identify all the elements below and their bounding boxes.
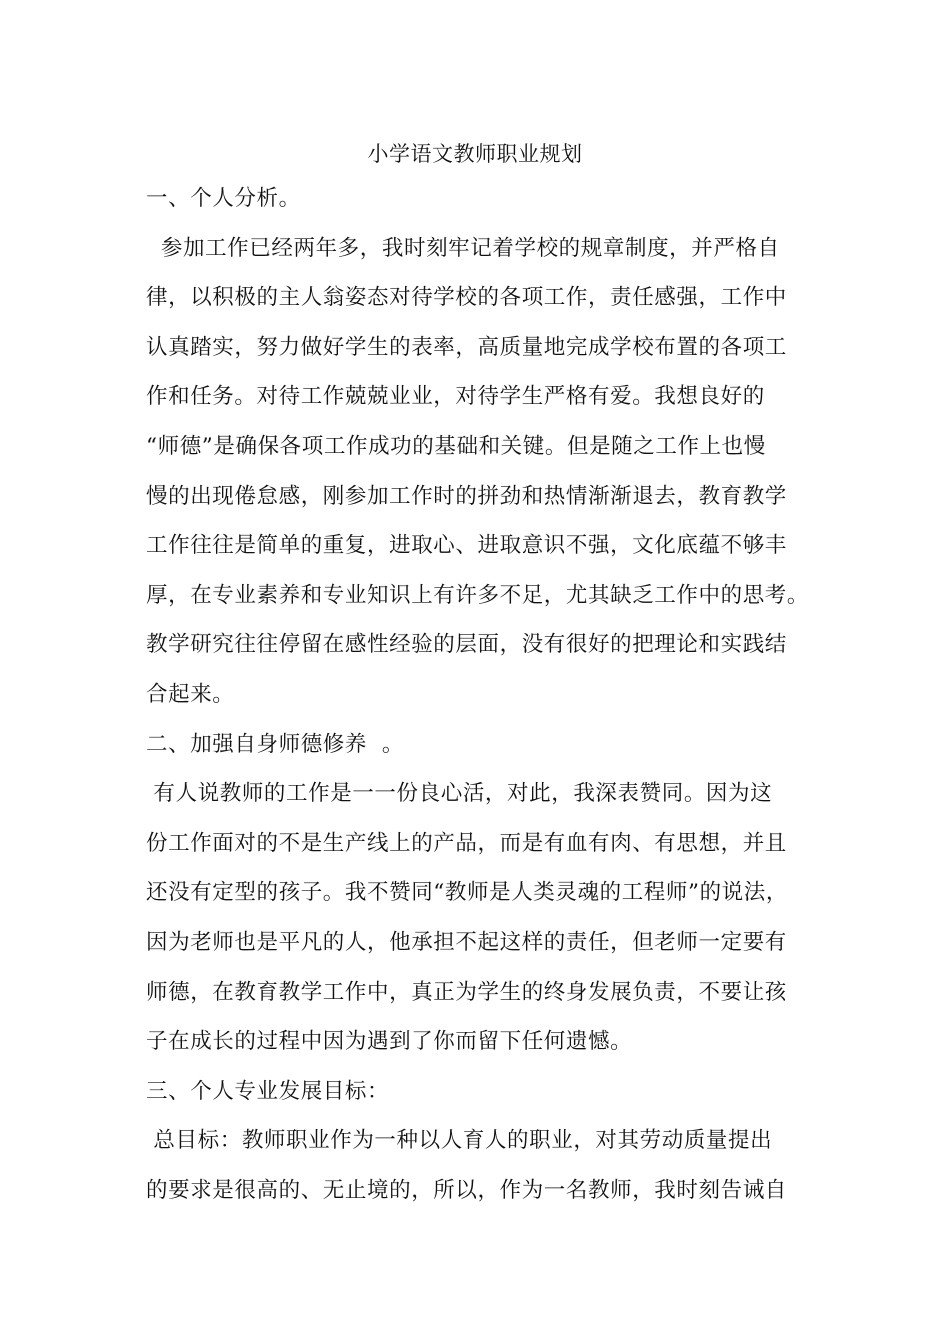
paragraph-professional-goals [146,1116,822,1215]
text-line: 参加工作已经两年多，我时刻牢记着学校的规章制度，并严格自 [146,235,780,261]
text-line: 教学研究往往停留在感性经验的层面，没有很好的把理论和实践结 [146,632,787,658]
text-line: 师德，在教育教学工作中，真正为学生的终身发展负责，不要让孩 [146,979,787,1005]
text-line: 的要求是很高的、无止境的，所以，作为一名教师，我时刻告诫自 [146,1177,787,1203]
section-heading-professional-goals: 三、个人专业发展目标： [146,1078,390,1104]
text-line: 厚，在专业素养和专业知识上有许多不足，尤其缺乏工作中的思考。 [146,582,810,608]
document-body [146,174,822,1215]
text-line: 还没有定型的孩子。我不赞同“教师是人类灵魂的工程师”的说法， [146,880,788,906]
text-line: 作和任务。对待工作兢兢业业，对待学生严格有爱。我想良好的 [146,384,765,410]
text-line: 因为老师也是平凡的人，他承担不起这样的责任，但老师一定要有 [146,929,787,955]
paragraph-teacher-ethics [146,769,822,1067]
document-title: 小学语文教师职业规划 [367,142,583,166]
text-line: 认真踏实，努力做好学生的表率，高质量地完成学校布置的各项工 [146,334,787,360]
section-heading-teacher-ethics: 二、加强自身师德修养 。 [146,731,404,757]
text-line: 有人说教师的工作是一一份良心活，对此，我深表赞同。因为这 [146,781,773,807]
text-line: 子在成长的过程中因为遇到了你而留下任何遗憾。 [146,1029,633,1055]
paragraph-personal-analysis [146,224,822,720]
text-line: 总目标：教师职业作为一种以人育人的职业，对其劳动质量提出 [146,1128,773,1154]
text-line: 慢的出现倦怠感，刚参加工作时的拼劲和热情渐渐退去，教育教学 [146,483,787,509]
text-line: 合起来。 [146,681,235,707]
text-line: 工作往往是简单的重复，进取心、进取意识不强，文化底蕴不够丰 [146,533,787,559]
text-line: 律，以积极的主人翁姿态对待学校的各项工作，责任感强，工作中 [146,285,787,311]
text-line: “师德”是确保各项工作成功的基础和关键。但是随之工作上也慢 [146,433,766,459]
section-heading-personal-analysis: 一、个人分析。 [146,186,301,211]
text-line: 份工作面对的不是生产线上的产品，而是有血有肉、有思想，并且 [146,830,787,856]
